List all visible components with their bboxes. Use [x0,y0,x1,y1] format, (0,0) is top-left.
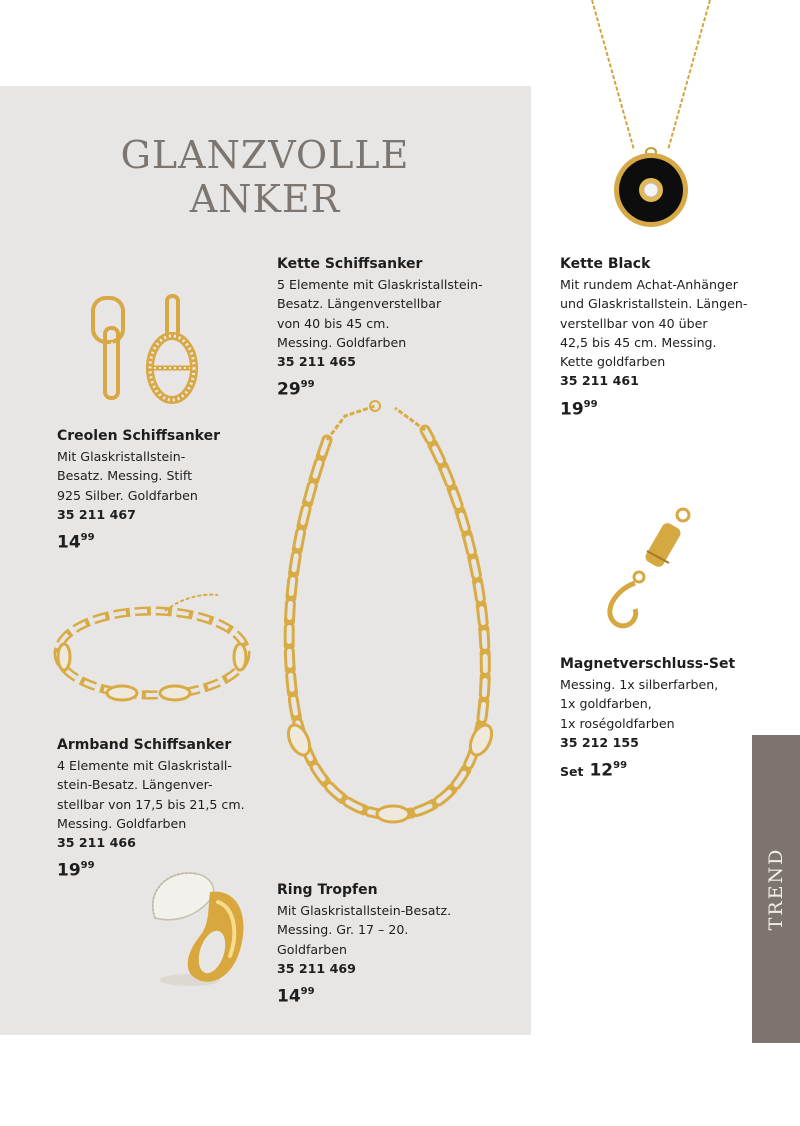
price-cents: 99 [80,860,95,872]
product-description: Mit Glaskristallstein- Besatz. Messing. Stift 925 Silber. Goldfarben [57,449,198,503]
armband-schiffsanker-image[interactable] [50,585,255,710]
product-price [277,983,451,1007]
product-sku: 35 211 466 [57,835,136,851]
product-armband-schiffsanker [57,736,245,881]
kette-black-image[interactable] [590,0,720,240]
creolen-schiffsanker-image[interactable] [85,292,205,407]
product-name: Kette Black [560,256,651,272]
product-description: Mit rundem Achat-Anhänger und Glaskristallstein. Längen- verstellbar von 40 über 42,5 bis 45 cm. Messing. Kette goldfarben [560,277,748,370]
price-main: 19 [560,399,584,420]
product-sku: 35 211 467 [57,506,136,522]
price-main: 14 [277,986,301,1007]
product-description: 4 Elemente mit Glaskristall- stein-Besatz. Längenver- stellbar von 17,5 bis 21,5 cm. Messing. Goldfarben [57,758,245,831]
product-price [560,757,735,781]
product-name: Magnetverschluss-Set [560,656,736,672]
price-main: 29 [277,380,301,401]
price-prefix: Set [560,763,584,779]
kette-schiffsanker-image[interactable] [275,390,505,830]
product-ring-tropfen [277,881,451,1007]
trend-side-tab [752,735,800,1043]
product-sku: 35 211 461 [560,373,639,389]
trend-label: TREND [765,847,787,931]
price-cents: 99 [613,760,628,772]
headline-line-2: ANKER [189,177,341,221]
product-sku: 35 212 155 [560,734,639,750]
page-headline [90,133,440,221]
price-main: 19 [57,861,81,882]
product-magnetverschluss-set [560,655,735,781]
price-main: 12 [589,760,614,781]
price-cents: 99 [80,532,95,544]
product-kette-black [560,255,747,420]
product-description: Messing. 1x silberfarben, 1x goldfarben, 1x roségoldfarben [560,677,719,731]
product-price [277,376,483,400]
product-price [57,857,245,881]
headline-line-1: GLANZVOLLE [120,133,410,177]
product-price [560,396,747,420]
price-cents: 99 [300,379,315,391]
magnetverschluss-set-image[interactable] [595,505,700,635]
product-kette-schiffsanker [277,255,483,400]
product-creolen-schiffsanker [57,427,220,553]
product-sku: 35 211 465 [277,354,356,370]
product-name: Ring Tropfen [277,882,378,898]
product-price [57,529,220,553]
product-description: 5 Elemente mit Glaskristallstein- Besatz. Längenverstellbar von 40 bis 45 cm. Messing. Goldfarben [277,277,483,350]
price-cents: 99 [583,398,598,410]
product-sku: 35 211 469 [277,960,356,976]
product-name: Creolen Schiffsanker [57,428,220,444]
product-name: Kette Schiffsanker [277,256,423,272]
price-main: 14 [57,532,81,553]
product-description: Mit Glaskristallstein-Besatz. Messing. Gr. 17 – 20. Goldfarben [277,903,452,957]
product-name: Armband Schiffsanker [57,737,232,753]
price-cents: 99 [300,986,315,998]
